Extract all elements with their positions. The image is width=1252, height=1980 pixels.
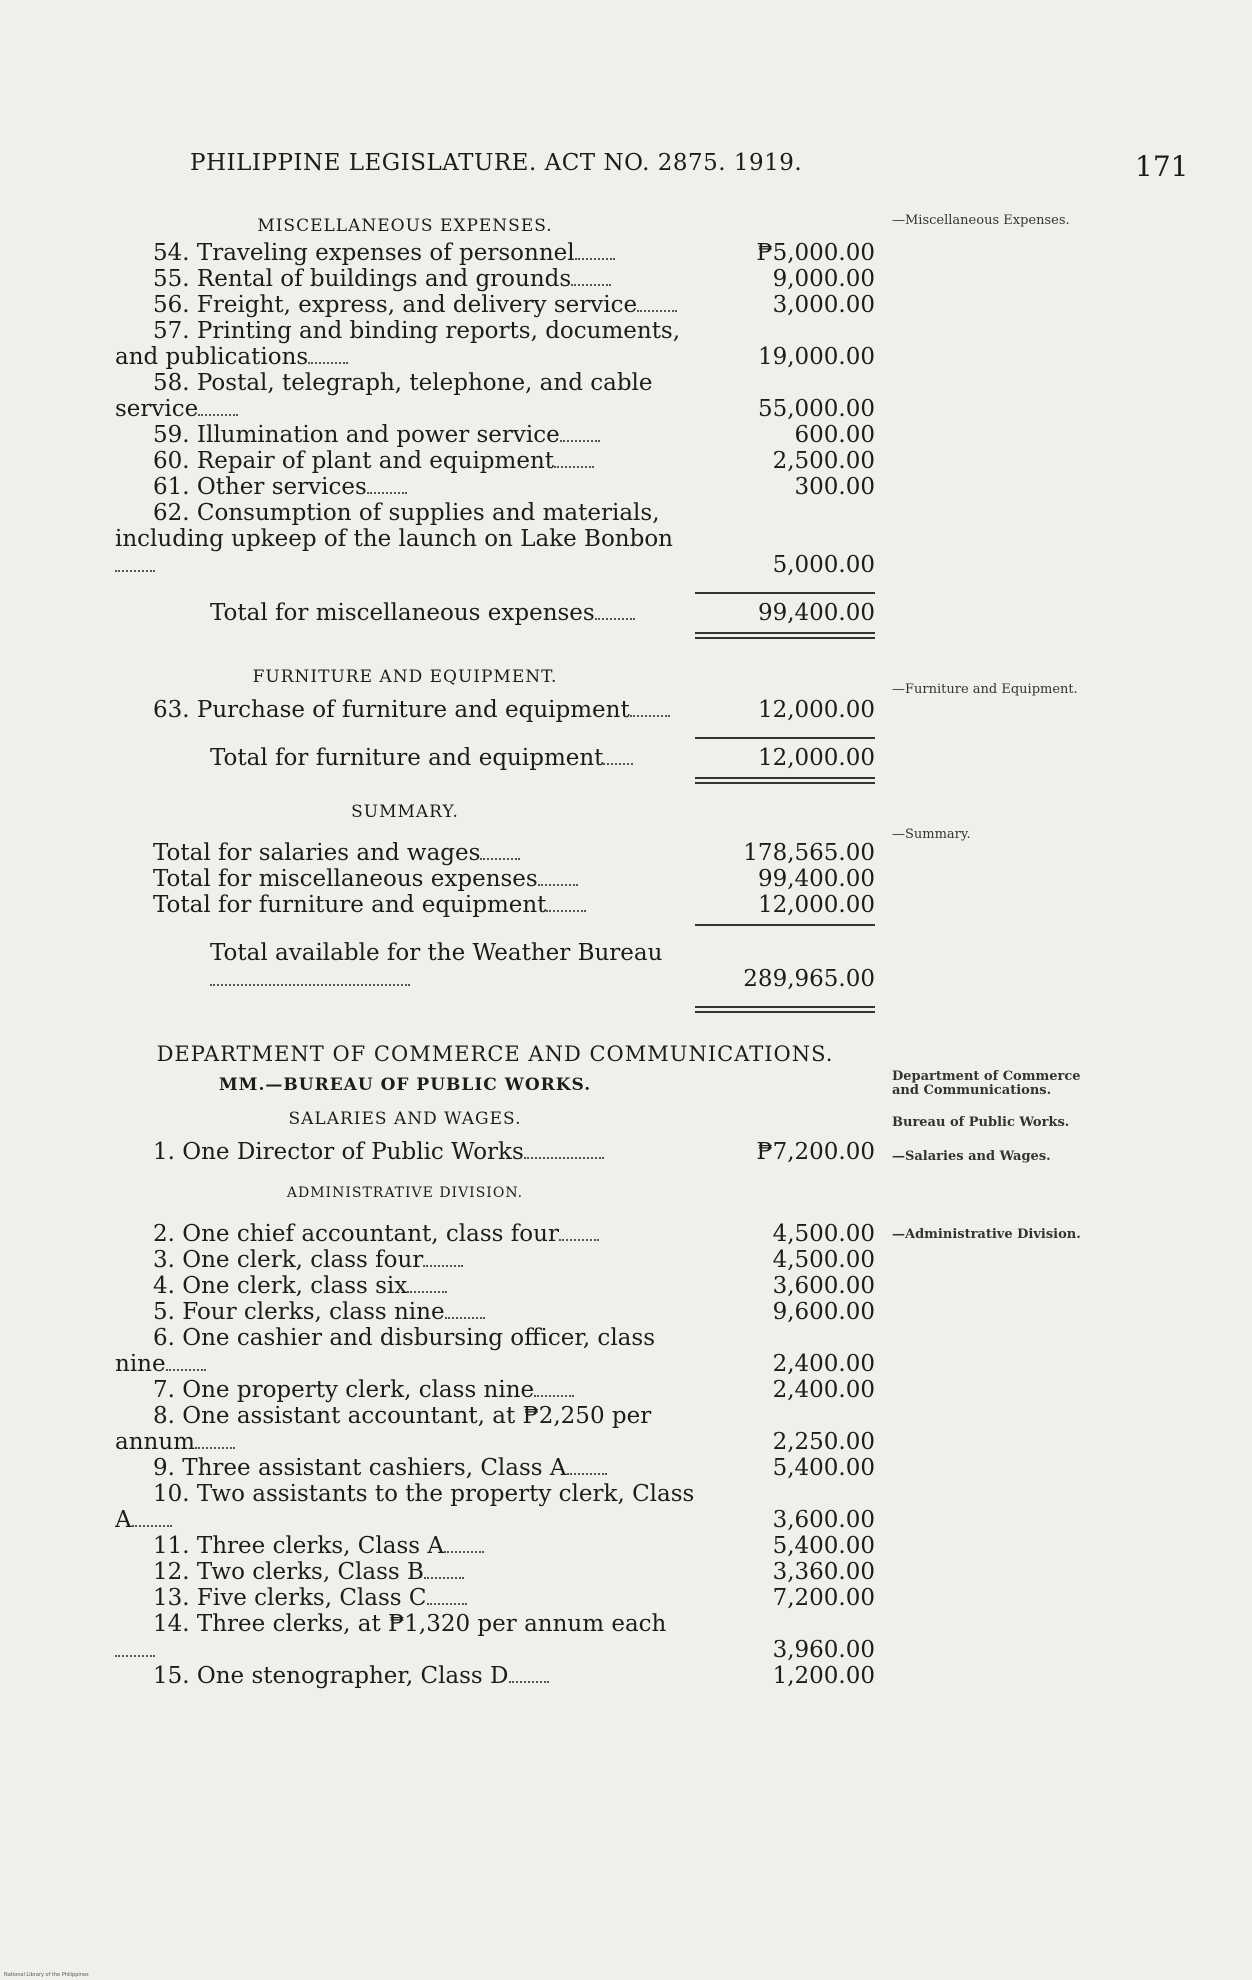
margin-note-dept: Department of Commerce and Communications. [892, 1069, 1081, 1098]
summary-total-amount: 289,965.00 [743, 966, 875, 992]
leader-dots [630, 715, 670, 717]
admin-item-amount: 3,600.00 [772, 1273, 875, 1299]
misc-item-row [115, 500, 885, 578]
furniture-items [115, 697, 885, 723]
misc-item-row [115, 292, 885, 318]
misc-item-text: 56. Freight, express, and delivery service [153, 292, 638, 318]
admin-item-amount: 5,400.00 [772, 1533, 875, 1559]
summary-item-text: Total for furniture and equipment [153, 892, 547, 918]
page-number: 171 [1135, 150, 1189, 183]
leader-dots [423, 1265, 463, 1267]
misc-item-text: 55. Rental of buildings and grounds [153, 266, 572, 292]
misc-item-amount: ₱5,000.00 [756, 240, 875, 266]
admin-item-text: 6. One cashier and disbursing officer, class nine [115, 1325, 655, 1377]
misc-item-amount: 55,000.00 [757, 396, 875, 422]
bureau-heading: MM.—BUREAU OF PUBLIC WORKS. [218, 1075, 592, 1095]
leader-dots [444, 1551, 484, 1553]
misc-item-amount: 600.00 [794, 422, 875, 448]
admin-item-amount: 2,250.00 [772, 1429, 875, 1455]
leader-dots [509, 1681, 549, 1683]
admin-item-text: 12. Two clerks, Class B [153, 1559, 424, 1585]
admin-item-text: 14. Three clerks, at ₱1,320 per annum each [153, 1611, 667, 1637]
leader-dots [554, 466, 594, 468]
running-head: PHILIPPINE LEGISLATURE. ACT NO. 2875. 1919. [190, 150, 803, 176]
admin-item-text: 4. One clerk, class six [153, 1273, 408, 1299]
leader-dots [567, 1473, 607, 1475]
leader-dots [115, 570, 155, 572]
misc-item-amount: 2,500.00 [772, 448, 875, 474]
summary-item-text: Total for miscellaneous expenses [153, 866, 538, 892]
furniture-item-text: 63. Purchase of furniture and equipment [153, 697, 630, 723]
leader-dots [637, 310, 677, 312]
misc-item-text: 60. Repair of plant and equipment [153, 448, 555, 474]
misc-item-row [115, 318, 885, 370]
summary-item-text: Total for salaries and wages [153, 840, 481, 866]
margin-note-summary: —Summary. [892, 827, 971, 842]
misc-item-text: 57. Printing and binding reports, documents, and publications [115, 318, 681, 370]
summary-total-row [115, 940, 885, 992]
admin-item-row [115, 1221, 885, 1247]
misc-item-text: 62. Consumption of supplies and materials, including upkeep of the launch on Lake Bonbon [115, 500, 673, 552]
admin-item-text: 2. One chief accountant, class four [153, 1221, 559, 1247]
admin-item-row [115, 1377, 885, 1403]
leader-dots [559, 1239, 599, 1241]
summary-item-amount: 178,565.00 [743, 840, 875, 866]
footer-tag: National Library of the Philippines [4, 1972, 89, 1978]
furniture-total-row [115, 745, 885, 771]
misc-item-text: 61. Other services [153, 474, 367, 500]
misc-item-row [115, 370, 885, 422]
admin-item-amount: 1,200.00 [772, 1663, 875, 1689]
misc-item-row [115, 474, 885, 500]
admin-item-row [115, 1585, 885, 1611]
misc-total-amount: 99,400.00 [757, 600, 875, 626]
furniture-heading: FURNITURE AND EQUIPMENT. [252, 667, 558, 687]
admin-item-amount: 4,500.00 [772, 1221, 875, 1247]
leader-dots [115, 1655, 155, 1657]
margin-note-bureau: Bureau of Public Works. [892, 1115, 1070, 1130]
misc-item-amount: 19,000.00 [757, 344, 875, 370]
leader-dots [407, 1291, 447, 1293]
double-rule [695, 632, 875, 639]
misc-total-label: Total for miscellaneous expenses [210, 600, 595, 626]
admin-item-amount: 3,960.00 [772, 1637, 875, 1663]
admin-item-row [115, 1455, 885, 1481]
misc-item-row [115, 240, 885, 266]
misc-total-row [115, 600, 885, 626]
admin-item-amount: 9,600.00 [772, 1299, 875, 1325]
admin-item-text: 10. Two assistants to the property clerk, Class A [115, 1481, 695, 1533]
leader-dots [132, 1525, 172, 1527]
double-rule [695, 1006, 875, 1013]
admin-item-row [115, 1273, 885, 1299]
misc-item-amount: 300.00 [794, 474, 875, 500]
leader-dots [195, 1447, 235, 1449]
misc-item-amount: 5,000.00 [772, 552, 875, 578]
leader-dots [166, 1369, 206, 1371]
summary-item-row [115, 892, 885, 918]
salaries-heading: SALARIES AND WAGES. [288, 1109, 522, 1129]
margin-note-misc: —Miscellaneous Expenses. [892, 213, 1070, 228]
summary-item-row [115, 840, 885, 866]
director-amount: ₱7,200.00 [756, 1139, 875, 1165]
furniture-item-amount: 12,000.00 [757, 697, 875, 723]
director-text: 1. One Director of Public Works [153, 1139, 524, 1165]
admin-item-amount: 2,400.00 [772, 1377, 875, 1403]
admin-item-row [115, 1299, 885, 1325]
main-column [115, 212, 885, 1689]
director-row [115, 1139, 885, 1165]
misc-heading: MISCELLANEOUS EXPENSES. [257, 216, 553, 236]
admin-item-row [115, 1247, 885, 1273]
leader-dots [445, 1317, 485, 1319]
furniture-total-label: Total for furniture and equipment [210, 745, 604, 771]
admin-item-amount: 4,500.00 [772, 1247, 875, 1273]
summary-item-amount: 99,400.00 [757, 866, 875, 892]
admin-item-row [115, 1403, 885, 1455]
margin-note-admin: —Administrative Division. [892, 1227, 1081, 1242]
admin-item-text: 5. Four clerks, class nine [153, 1299, 445, 1325]
admin-item-text: 11. Three clerks, Class A [153, 1533, 444, 1559]
admin-item-text: 8. One assistant accountant, at ₱2,250 per annum [115, 1403, 652, 1455]
leader-dots [367, 492, 407, 494]
admin-item-text: 7. One property clerk, class nine [153, 1377, 535, 1403]
admin-item-amount: 3,360.00 [772, 1559, 875, 1585]
summary-item-row [115, 866, 885, 892]
margin-note-salaries: —Salaries and Wages. [892, 1149, 1051, 1164]
leader-dots [198, 414, 238, 416]
summary-items [115, 840, 885, 918]
admin-item-row [115, 1611, 885, 1663]
leader-dots [571, 284, 611, 286]
misc-item-text: 58. Postal, telegraph, telephone, and cable service [115, 370, 653, 422]
admin-item-row [115, 1663, 885, 1689]
furniture-total-amount: 12,000.00 [757, 745, 875, 771]
department-heading: DEPARTMENT OF COMMERCE AND COMMUNICATIONS. [156, 1042, 834, 1066]
admin-item-row [115, 1559, 885, 1585]
admin-item-text: 15. One stenographer, Class D [153, 1663, 509, 1689]
summary-item-amount: 12,000.00 [757, 892, 875, 918]
admin-item-row [115, 1533, 885, 1559]
double-rule [695, 777, 875, 784]
leader-dots [308, 362, 348, 364]
misc-item-row [115, 422, 885, 448]
misc-item-row [115, 266, 885, 292]
margin-note-furniture: —Furniture and Equipment. [892, 682, 1078, 697]
admin-item-amount: 5,400.00 [772, 1455, 875, 1481]
misc-item-text: 54. Traveling expenses of personnel [153, 240, 575, 266]
misc-items [115, 240, 885, 578]
admin-item-row [115, 1481, 885, 1533]
leader-dots [427, 1603, 467, 1605]
furniture-item-row [115, 697, 885, 723]
admin-item-amount: 7,200.00 [772, 1585, 875, 1611]
admin-item-text: 13. Five clerks, Class C [153, 1585, 427, 1611]
leader-dots [424, 1577, 464, 1579]
leader-dots [480, 858, 520, 860]
leader-dots [534, 1395, 574, 1397]
leader-dots [560, 440, 600, 442]
misc-item-row [115, 448, 885, 474]
misc-item-text: 59. Illumination and power service [153, 422, 560, 448]
admin-item-amount: 3,600.00 [772, 1507, 875, 1533]
admin-item-text: 3. One clerk, class four [153, 1247, 424, 1273]
leader-dots [538, 884, 578, 886]
admin-item-row [115, 1325, 885, 1377]
admin-heading: ADMINISTRATIVE DIVISION. [286, 1185, 524, 1201]
misc-item-amount: 9,000.00 [772, 266, 875, 292]
summary-total-label: Total available for the Weather Bureau [210, 940, 663, 966]
misc-item-amount: 3,000.00 [772, 292, 875, 318]
admin-item-amount: 2,400.00 [772, 1351, 875, 1377]
admin-item-text: 9. Three assistant cashiers, Class A [153, 1455, 567, 1481]
summary-heading: SUMMARY. [351, 802, 459, 822]
dept-items [115, 1221, 885, 1689]
leader-dots [575, 258, 615, 260]
leader-dots [546, 910, 586, 912]
